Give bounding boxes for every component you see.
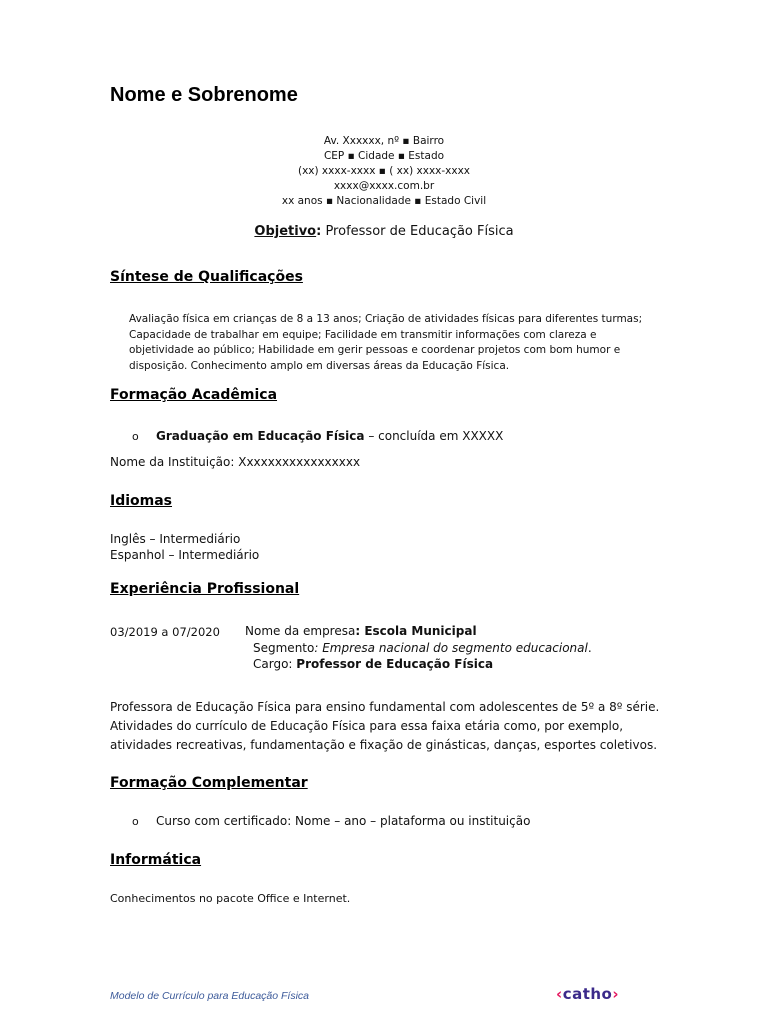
complementary-item [132, 814, 530, 828]
degree-status: – concluída em XXXXX [364, 429, 504, 443]
objective [0, 224, 768, 239]
candidate-name: Nome e Sobrenome [110, 84, 298, 106]
segment-value: : Empresa nacional do segmento educacional [314, 641, 588, 655]
language-item: Inglês – Intermediário [110, 532, 241, 546]
education-heading: Formação Acadêmica [110, 387, 278, 403]
institution-line: Nome da Instituição: Xxxxxxxxxxxxxxxxx [110, 455, 361, 469]
company-value: : Escola Municipal [355, 624, 477, 638]
company-label: Nome da empresa [245, 624, 356, 638]
footer-note: Modelo de Currículo para Educação Física [110, 990, 310, 1002]
phone-line: (xx) xxxx-xxxx ▪ ( xx) xxxx-xxxx [297, 165, 471, 177]
course-text: Curso com certificado: Nome – ano – plataforma ou instituição [156, 814, 531, 828]
experience-period: 03/2019 a 07/2020 [110, 625, 220, 639]
chevron-right-icon: › [612, 985, 620, 1003]
degree-name: Graduação em Educação Física [156, 429, 365, 443]
experience-description: Professora de Educação Física para ensino fundamental com adolescentes de 5º a 8º série. Atividades do currículo de Educação Física para essa faixa etária como, por exemplo, atividades recreativas, fundamentação e fixação de ginásticas, danças, esportes coletivos. [110, 700, 660, 752]
experience-company [245, 624, 477, 638]
objective-value: Professor de Educação Física [321, 224, 514, 239]
experience-heading: Experiência Profissional [110, 581, 300, 597]
objective-colon: : [316, 224, 322, 239]
personal-info-line: xx anos ▪ Nacionalidade ▪ Estado Civil [281, 195, 487, 207]
segment-label: Segmento [253, 641, 315, 655]
language-item: Espanhol – Intermediário [110, 548, 260, 562]
computing-heading: Informática [110, 852, 202, 868]
catho-logo [556, 985, 619, 1003]
languages-heading: Idiomas [110, 493, 173, 509]
role-label: Cargo: [253, 657, 297, 671]
qualifications-text: Avaliação física em crianças de 8 a 13 anos; Criação de atividades físicas para diferentes turmas; Capacidade de trabalhar em equipe; Facilidade em transmitir informações com clareza e objetividade ao público; Habilidade em gerir pessoas e coordenar projetos com bom humor e disposição. Conhecimento amplo em diversas áreas da Educação Física. [129, 313, 643, 372]
objective-label: Objetivo [254, 224, 317, 239]
address-line: Av. Xxxxxx, nº ▪ Bairro [323, 135, 445, 147]
education-degree-item [132, 429, 503, 443]
email-line: xxxx@xxxx.com.br [333, 180, 435, 192]
experience-segment [253, 641, 592, 655]
contact-block [0, 134, 768, 209]
brand-name: catho [562, 985, 613, 1003]
computing-text: Conhecimentos no pacote Office e Internet. [110, 892, 351, 905]
bullet-icon: o [132, 430, 139, 443]
segment-end: . [587, 641, 592, 655]
complementary-heading: Formação Complementar [110, 775, 308, 791]
chevron-left-icon: ‹ [556, 985, 563, 1003]
role-value: Professor de Educação Física [296, 657, 494, 671]
bullet-icon: o [132, 815, 139, 828]
experience-role [253, 657, 493, 671]
qualifications-heading: Síntese de Qualificações [110, 269, 303, 285]
city-line: CEP ▪ Cidade ▪ Estado [323, 150, 445, 162]
